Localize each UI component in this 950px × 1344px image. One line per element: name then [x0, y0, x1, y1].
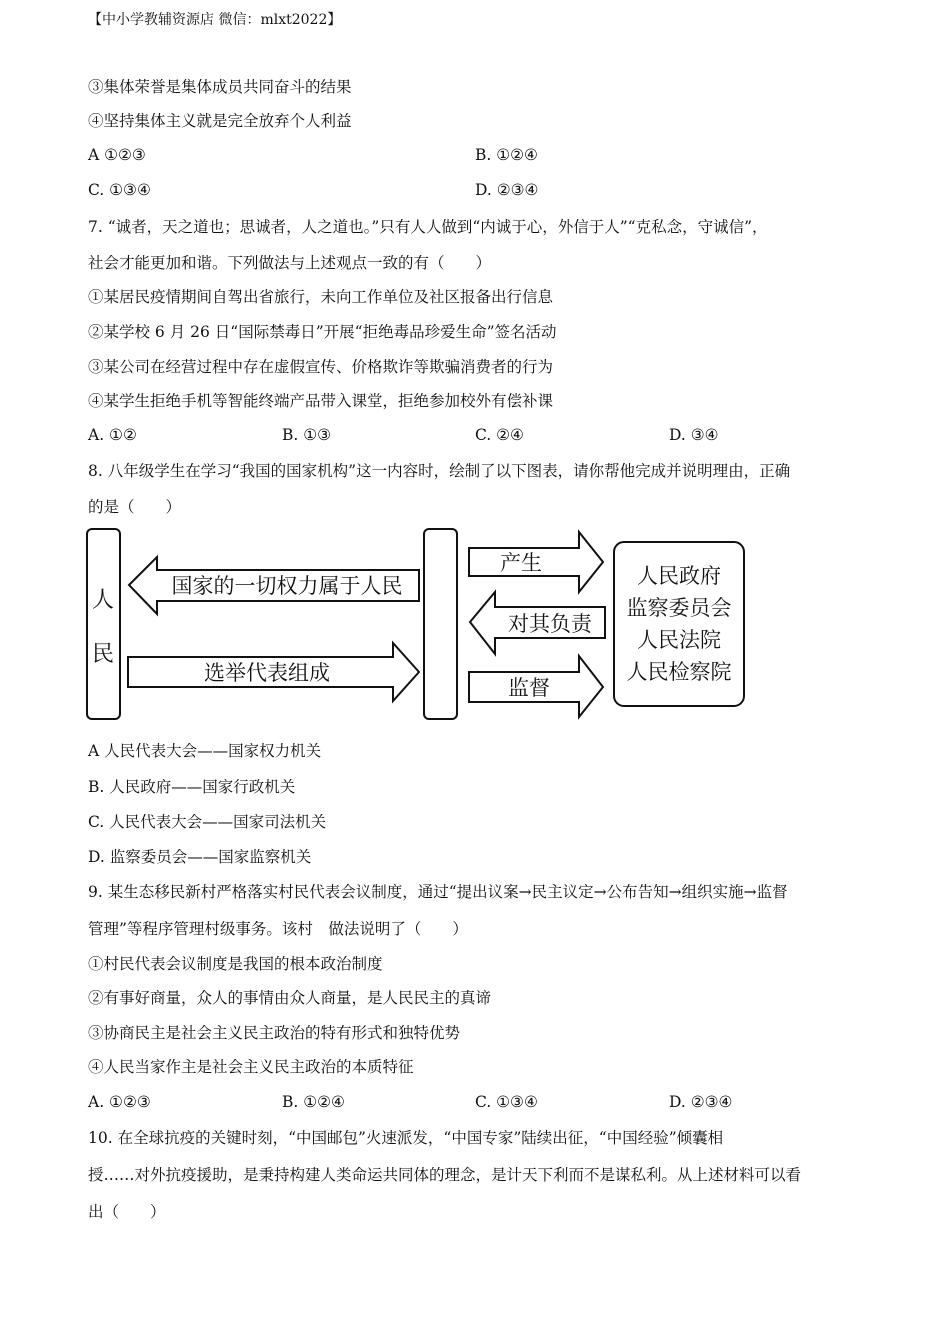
- q6-option-a[interactable]: A ①②③: [88, 146, 146, 164]
- box-line-procuratorate: 人民检察院: [626, 660, 732, 684]
- q8-option-a[interactable]: A 人民代表大会——国家权力机关: [88, 742, 322, 760]
- q10-stem-line3: 出（ ）: [88, 1203, 166, 1221]
- middle-pillar: [424, 529, 457, 719]
- box-line-government: 人民政府: [637, 564, 721, 588]
- q9-item-4: ④人民当家作主是社会主义民主政治的本质特征: [88, 1058, 414, 1076]
- q8-stem-line2: 的是（ ）: [88, 498, 182, 516]
- q6-item-4: ④坚持集体主义就是完全放弃个人利益: [88, 112, 352, 130]
- box-line-supervision-commission: 监察委员会: [626, 596, 732, 620]
- q9-stem-line2: 管理”等程序管理村级事务。该村 做法说明了（ ）: [88, 920, 468, 938]
- q7-option-d[interactable]: D. ③④: [669, 426, 719, 444]
- q9-option-c[interactable]: C. ①③④: [475, 1093, 538, 1111]
- q6-option-c[interactable]: C. ①③④: [88, 181, 151, 199]
- q10-stem-line1: 10. 在全球抗疫的关键时刻，“中国邮包”火速派发，“中国专家”陆续出征，“中国经验”倾囊相: [88, 1129, 724, 1147]
- q6-item-3: ③集体荣誉是集体成员共同奋斗的结果: [88, 78, 352, 96]
- q10-stem-line2: 授……对外抗疫援助，是秉持构建人类命运共同体的理念，是计天下利而不是谋私利。从上述材料可以看: [88, 1166, 802, 1184]
- q7-item-4: ④某学生拒绝手机等智能终端产品带入课堂，拒绝参加校外有偿补课: [88, 392, 554, 410]
- arrow-elect-label: 选举代表组成: [204, 661, 330, 685]
- q7-item-1: ①某居民疫情期间自驾出省旅行，未向工作单位及社区报备出行信息: [88, 288, 554, 306]
- q9-item-3: ③协商民主是社会主义民主政治的特有形式和独特优势: [88, 1024, 461, 1042]
- arrow-supervise-label: 监督: [508, 676, 550, 700]
- q6-option-b[interactable]: B. ①②④: [475, 146, 538, 164]
- state-organs-diagram: [85, 525, 755, 725]
- q9-option-d[interactable]: D. ②③④: [669, 1093, 733, 1111]
- q7-stem-line1: 7. “诚者，天之道也；思诚者，人之道也。”只有人人做到“内诚于心，外信于人”“克私念，守诚信”，: [88, 218, 768, 236]
- q7-item-3: ③某公司在经营过程中存在虚假宣传、价格欺诈等欺骗消费者的行为: [88, 358, 554, 376]
- box-line-court: 人民法院: [637, 628, 721, 652]
- people-char-1: 人: [91, 588, 115, 613]
- q7-stem-line2: 社会才能更加和谐。下列做法与上述观点一致的有（ ）: [88, 254, 492, 272]
- q6-option-d[interactable]: D. ②③④: [475, 181, 539, 199]
- q8-option-b[interactable]: B. 人民政府——国家行政机关: [88, 778, 296, 796]
- q7-item-2: ②某学校 6 月 26 日“国际禁毒日”开展“拒绝毒品珍爱生命”签名活动: [88, 323, 557, 341]
- q7-option-b[interactable]: B. ①③: [282, 426, 332, 444]
- arrow-produce-label: 产生: [500, 551, 542, 575]
- people-char-2: 民: [91, 642, 115, 667]
- q8-option-d[interactable]: D. 监察委员会——国家监察机关: [88, 848, 312, 866]
- q8-option-c[interactable]: C. 人民代表大会——国家司法机关: [88, 813, 327, 831]
- arrow-power-label: 国家的一切权力属于人民: [171, 574, 403, 598]
- q7-option-a[interactable]: A. ①②: [88, 426, 137, 444]
- q7-option-c[interactable]: C. ②④: [475, 426, 524, 444]
- q9-option-a[interactable]: A. ①②③: [88, 1093, 151, 1111]
- q9-option-b[interactable]: B. ①②④: [282, 1093, 345, 1111]
- q9-item-2: ②有事好商量，众人的事情由众人商量，是人民民主的真谛: [88, 989, 492, 1007]
- arrow-responsible-label: 对其负责: [508, 612, 592, 636]
- q8-stem-line1: 8. 八年级学生在学习“我国的国家机构”这一内容时，绘制了以下图表，请你帮他完成并说明理由，正确: [88, 462, 791, 480]
- q9-item-1: ①村民代表会议制度是我国的根本政治制度: [88, 955, 383, 973]
- people-pillar: [87, 529, 120, 719]
- page-header: 【中小学教辅资源店 微信：mlxt2022】: [88, 12, 342, 28]
- q9-stem-line1: 9. 某生态移民新村严格落实村民代表会议制度，通过“提出议案→民主议定→公布告知→组织实施→监督: [88, 883, 788, 901]
